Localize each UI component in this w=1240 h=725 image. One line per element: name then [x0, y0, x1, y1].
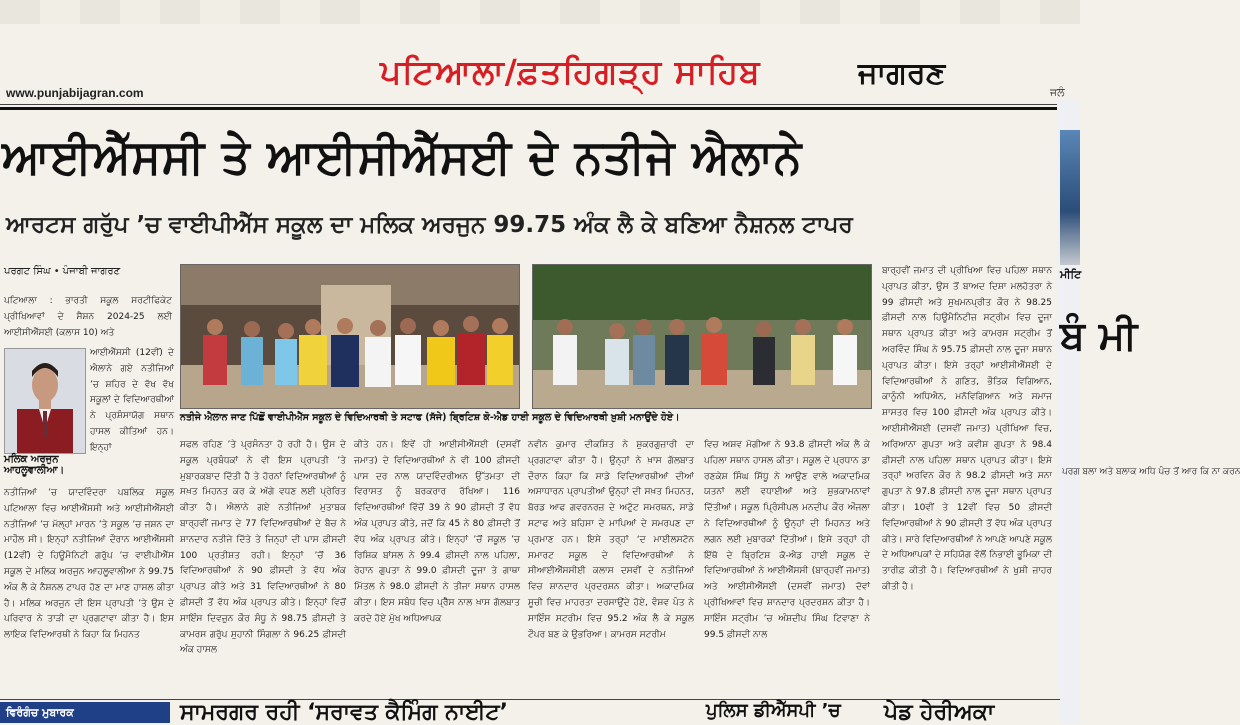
- adjacent-body: ਪਰਗ ਬਲਾ ਅਤੇ ਬਲਾਕ ਅਧਿ ਪੰਚ ਤੋਂ ਆਰ ਕਿ ਨਾ ਕਰਨ: [1062, 467, 1240, 477]
- adjacent-page-photo: [1060, 130, 1080, 265]
- main-headline: ਆਈਐੱਸਸੀ ਤੇ ਆਈਸੀਐੱਸਈ ਦੇ ਨਤੀਜੇ ਐਲਾਨੇ: [2, 130, 803, 186]
- top-strip: [0, 0, 1080, 24]
- date-fragment: ਜਲੰ: [1050, 86, 1065, 99]
- edition-title: ਪਟਿਆਲਾ/ਫ਼ਤਹਿਗੜ੍ਹ ਸਾਹਿਬ: [380, 52, 761, 91]
- masthead-rule: [0, 104, 1060, 105]
- section-badge: ਵਿਰੰਗੰਚ ਮੁਬਾਰਕ: [0, 702, 170, 723]
- sub-headline: ਆਰਟਸ ਗਰੁੱਪ ’ਚ ਵਾਈਪੀਐੱਸ ਸਕੂਲ ਦਾ ਮਲਿਕ ਅਰਜੁਨ 99.75 ਅੰਕ ਲੈ ਕੇ ਬਣਿਆ ਨੈਸ਼ਨਲ ਟਾਪਰ: [6, 212, 853, 238]
- teaser-headline-1: ਸਾਮਰਗਰ ਰਹੀ ‘ਸਰਾਵਤ ਕੈਮਿੰਗ ਨਾਈਟ’: [180, 700, 509, 725]
- column-5: ਵਿਚ ਅਸ਼ਵ ਮੋਗੀਆ ਨੇ 93.8 ਫ਼ੀਸਦੀ ਅੰਕ ਲੈ ਕੇ ਪਹਿਲਾ ਸਥਾਨ ਹਾਸਲ ਕੀਤਾ। ਸਕੂਲ ਦੇ ਪ੍ਰਧਾਨ ਡਾ ਰਣਕੇਸ਼ ਸਿੰਘ ਸਿੱਧੂ ਨੇ ਆਉਣ ਵਾਲੇ ਅਕਾਦਮਿਕ ਯਤਨਾਂ ਲਈ ਵਧਾਈਆਂ ਅਤੇ ਸ਼ੁਭਕਾਮਨਾਵਾਂ ਦਿੱਤੀਆਂ। ਸਕੂਲ ਪ੍ਰਿੰਸੀਪਲ ਮਨਦੀਪ ਕੌਰ ਔਜਲਾ ਨੇ ਵਿਦਿਆਰਥੀਆਂ ਨੂੰ ਉਨ੍ਹਾਂ ਦੀ ਮਿਹਨਤ ਅਤੇ ਲਗਨ ਲਈ ਮੁਬਾਰਕਾਂ ਦਿੱਤੀਆਂ। ਇਸੇ ਤਰ੍ਹਾਂ ਹੀ ਇੱਥੋ ਦੇ ਬ੍ਰਿਟਿਸ਼ ਕੋ-ਐਡ ਹਾਈ ਸਕੂਲ ਦੇ ਵਿਦਿਆਰਥੀਆਂ ਨੇ ਆਈਐੱਸਸੀ (ਬਾਰ੍ਹਵੀਂ ਜਮਾਤ) ਅਤੇ ਆਈਸੀਐੱਸਈ (ਦਸਵੀਂ ਜਮਾਤ) ਦੋਵਾਂ ਪ੍ਰੀਖਿਆਵਾਂ ਵਿਚ ਸ਼ਾਨਦਾਰ ਪ੍ਰਦਰਸ਼ਨ ਕੀਤਾ ਹੈ। ਸਾਇੰਸ ਸਟ੍ਰੀਮ ’ਚ ਅੰਸ਼ਦੀਪ ਸਿੰਘ ਟਿਵਾਣਾ ਨੇ 99.5 ਫ਼ੀਸਦੀ ਨਾਲ: [704, 440, 870, 640]
- portrait-image: [5, 349, 85, 453]
- portrait-caption: ਮਲਿਕ ਅਰਜੁਨ ਆਹਲੂਵਾਲੀਆ।: [4, 454, 65, 476]
- site-url: www.punjabijagran.com: [6, 86, 144, 100]
- portrait-photo: [4, 348, 86, 454]
- column-1-intro: ਪਟਿਆਲਾ : ਭਾਰਤੀ ਸਕੂਲ ਸਰਟੀਫਿਕੇਟ ਪ੍ਰੀਖਿਆਵਾਂ ਦੇ ਸੈਸ਼ਨ 2024-25 ਲਈ ਆਈਸੀਐੱਸਈ (ਕਲਾਸ 10) ਅਤੇ: [4, 296, 172, 338]
- photo-caption: ਨਤੀਜੇ ਐਲਾਨ ਜਾਣ ਪਿੱਛੋਂ ਵਾਈਪੀਐੱਸ ਸਕੂਲ ਦੇ ਵਿਦਿਆਰਥੀ ਤੇ ਸਟਾਫ (ਸੱਜੇ) ਬ੍ਰਿਟਿਸ਼ ਕੋ-ਐਡ ਹਾਈ ਸਕੂਲ ਦੇ ਵਿਦਿਆਰਥੀ ਖ਼ੁਸ਼ੀ ਮਨਾਉਂਦੇ ਹੋਏ।: [180, 412, 680, 423]
- adjacent-snippet: ਮੀਟਿ: [1060, 268, 1082, 281]
- column-1-body: ਨਤੀਜਿਆਂ ’ਚ ਯਾਦਵਿੰਦਰਾ ਪਬਲਿਕ ਸਕੂਲ ਪਟਿਆਲਾ ਵਿਚ ਆਈਐੱਸਸੀ ਅਤੇ ਆਈਸੀਐੱਸਈ ਨਤੀਜਿਆਂ ’ਚ ਮੱਲ੍ਹਾਂ ਮਾਰਨ ’ਤੇ ਸਕੂਲ ’ਚ ਜਸ਼ਨ ਦਾ ਮਾਹੌਲ ਸੀ। ਇਨ੍ਹਾਂ ਨਤੀਜਿਆਂ ਦੌਰਾਨ ਆਈਐੱਸਸੀ (12ਵੀਂ) ਦੇ ਹਿਊਮੈਨਿਟੀ ਗਰੁੱਪ ’ਚ ਵਾਈਪੀਐੱਸ ਸਕੂਲ ਦੇ ਮਲਿਕ ਅਰਜੁਨ ਆਹਲੂਵਾਲੀਆ ਨੇ 99.75 ਅੰਕ ਲੈ ਕੇ ਨੈਸ਼ਨਲ ਟਾਪਰ ਹੋਣ ਦਾ ਮਾਣ ਹਾਸਲ ਕੀਤਾ ਹੈ। ਮਲਿਕ ਅਰਜੁਨ ਦੀ ਇਸ ਪ੍ਰਾਪਤੀ ’ਤੇ ਉਸ ਦੇ ਪਰਿਵਾਰ ਨੇ ਤਾੜੀ ਦਾ ਪ੍ਰਗਟਾਵਾ ਕੀਤਾ ਹੈ। ਇਸ ਲਾਇਕ ਵਿਦਿਆਰਥੀ ਨੇ ਕਿਹਾ ਕਿ ਮਿਹਨਤ: [4, 488, 174, 641]
- photo-yps-image: [181, 265, 519, 408]
- byline: ਪਰਗਟ ਸਿੰਘ • ਪੰਜਾਬੀ ਜਾਗਰਣ: [4, 266, 121, 277]
- column-2: ਸਫਲ ਰਹਿਣ ’ਤੇ ਪ੍ਰਸੰਨਤਾ ਹੋ ਰਹੀ ਹੈ। ਉਸ ਦੇ ਸਕੂਲ ਪ੍ਰਬੰਧਕਾਂ ਨੇ ਵੀ ਇਸ ਪ੍ਰਾਪਤੀ ’ਤੇ ਮੁਬਾਰਕਬਾਦ ਦਿੱਤੀ ਹੈ ਤੇ ਹੋਰਨਾਂ ਵਿਦਿਆਰਥੀਆਂ ਨੂੰ ਸਖ਼ਤ ਮਿਹਨਤ ਕਰ ਕੇ ਅੱਗੇ ਵਧਣ ਲਈ ਪ੍ਰੇਰਿਤ ਕੀਤਾ ਹੈ। ਐਲਾਨੇ ਗਏ ਨਤੀਜਿਆਂ ਮੁਤਾਬਕ ਬਾਰ੍ਹਵੀਂ ਜਮਾਤ ਦੇ 77 ਵਿਦਿਆਰਥੀਆਂ ਦੇ ਬੈਚ ਨੇ ਸ਼ਾਨਦਾਰ ਨਤੀਜੇ ਦਿੱਤੇ ਤੇ ਜਿਨ੍ਹਾਂ ਦੀ ਪਾਸ ਫ਼ੀਸਦੀ 100 ਪ੍ਰਤੀਸ਼ਤ ਰਹੀ। ਇਨ੍ਹਾਂ ’ਚੋਂ 36 ਵਿਦਿਆਰਥੀਆਂ ਨੇ 90 ਫ਼ੀਸਦੀ ਤੇ ਵੱਧ ਅੰਕ ਪ੍ਰਾਪਤ ਕੀਤੇ ਅਤੇ 31 ਵਿਦਿਆਰਥੀਆਂ ਨੇ 80 ਫ਼ੀਸਦੀ ਤੋਂ ਵੱਧ ਅੰਕ ਪ੍ਰਾਪਤ ਕੀਤੇ। ਇਨ੍ਹਾਂ ਵਿਚੋਂ ਸਾਇੰਸ ਦਿਵਜ਼ੁਨ ਕੌਰ ਸੰਧੂ ਨੇ 98.75 ਫ਼ੀਸਦੀ ਤੇ ਕਾਮਰਸ ਗਰੁੱਪ ਸੁਹਾਨੀ ਸਿੰਗਲਾ ਨੇ 96.25 ਫ਼ੀਸਦੀ ਅੰਕ ਹਾਸਲ: [180, 440, 346, 656]
- column-3: ਕੀਤੇ ਹਨ। ਇਵੇਂ ਹੀ ਆਈਸੀਐੱਸਈ (ਦਸਵੀਂ ਜਮਾਤ) ਦੇ ਵਿਦਿਆਰਥੀਆਂ ਨੇ ਵੀ 100 ਫ਼ੀਸਦੀ ਪਾਸ ਦਰ ਨਾਲ ਯਾਦਵਿੰਦਰੀਅਨ ਉੱਤਮਤਾ ਦੀ ਵਿਰਾਸਤ ਨੂੰ ਬਰਕਰਾਰ ਰੱਖਿਆ। 116 ਵਿਦਿਆਰਥੀਆਂ ਵਿੱਚੋਂ 39 ਨੇ 90 ਫ਼ੀਸਦੀ ਤੋਂ ਵੱਧ ਅੰਕ ਪ੍ਰਾਪਤ ਕੀਤੇ, ਜਦੋਂ ਕਿ 45 ਨੇ 80 ਫ਼ੀਸਦੀ ਤੋਂ ਵੱਧ ਅੰਕ ਪ੍ਰਾਪਤ ਕੀਤੇ। ਇਨ੍ਹਾਂ ’ਚੋਂ ਸਕੂਲ ’ਚ ਰਿਸ਼ਿਕ ਬਾਂਸਲ ਨੇ 99.4 ਫ਼ੀਸਦੀ ਨਾਲ ਪਹਿਲਾ, ਰੇਹਾਨ ਗੁਪਤਾ ਨੇ 99.0 ਫ਼ੀਸਦੀ ਦੂਜਾ ਤੇ ਗਾਥਾ ਮਿੱਤਲ ਨੇ 98.0 ਫ਼ੀਸਦੀ ਨੇ ਤੀਜਾ ਸਥਾਨ ਹਾਸਲ ਕੀਤਾ। ਇਸ ਸਬੰਧ ਵਿਚ ਪ੍ਰੈੱਸ ਨਾਲ ਖ਼ਾਸ ਗੱਲਬਾਤ ਕਰਦੇ ਹੋਏ ਮੁੱਖ ਅਧਿਆਪਕ: [354, 440, 520, 624]
- adjacent-headline: ਬੰ ਮੀ: [1060, 313, 1138, 359]
- masthead-rule-thick: [0, 107, 1060, 110]
- teaser-headline-3: ਪੇਡ ਹੇਰੀਅਕਾ: [884, 700, 995, 725]
- photo-british-image: [533, 265, 871, 408]
- teaser-headline-2: ਪੁਲਿਸ ਡੀਐੱਸਪੀ ’ਚ: [706, 700, 841, 721]
- column-4: ਨਵੀਨ ਕੁਮਾਰ ਦੀਕਸ਼ਿਤ ਨੇ ਸ਼ੁਕਰਗੁਜ਼ਾਰੀ ਦਾ ਪ੍ਰਗਟਾਵਾ ਕੀਤਾ ਹੈ। ਉਨ੍ਹਾਂ ਨੇ ਖ਼ਾਸ ਗੱਲਬਾਤ ਦੌਰਾਨ ਕਿਹਾ ਕਿ ਸਾਡੇ ਵਿਦਿਆਰਥੀਆਂ ਦੀਆਂ ਅਸਾਧਾਰਨ ਪ੍ਰਾਪਤੀਆਂ ਉਨ੍ਹਾਂ ਦੀ ਸਖ਼ਤ ਮਿਹਨਤ, ਬੋਰਡ ਆਫ ਗਵਰਨਰਜ਼ ਦੇ ਅਟੁੱਟ ਸਮਰਥਨ, ਸਾਡੇ ਸਟਾਫ ਅਤੇ ਬਹਿਸਾ ਦੇ ਮਾਪਿਆਂ ਦੇ ਸਮਰਪਣ ਦਾ ਪ੍ਰਮਾਣ ਹਨ। ਇਸੇ ਤਰ੍ਹਾਂ ‘ਦ ਮਾਈਲਸਟੋਨ ਸਮਾਰਟ ਸਕੂਲ ਦੇ ਵਿਦਿਆਰਥੀਆਂ ਨੇ ਸੀਆਈਐੱਸਸੀਈ ਕਲਾਸ ਦਸਵੀਂ ਦੇ ਨਤੀਜਿਆਂ ਵਿਚ ਸ਼ਾਨਦਾਰ ਪ੍ਰਦਰਸ਼ਨ ਕੀਤਾ। ਅਕਾਦਮਿਕ ਸੂਚੀ ਵਿਚ ਮਾਹਰਤਾ ਦਰਸਾਉਂਦੇ ਹੋਏ, ਵੰਸ਼ਵ ਪੰਤ ਨੇ ਸਾਇੰਸ ਸਟਰੀਮ ਵਿਚ 95.2 ਅੰਕ ਲੈ ਕੇ ਸਕੂਲ ਟੌਪਰ ਬਣ ਕੇ ਉਭਰਿਆ। ਕਾਮਰਸ ਸਟਰੀਮ: [528, 440, 694, 640]
- photo-british-co-ed: [532, 264, 872, 409]
- column-1-beside-photo: ਆਈਐੱਸਸੀ (12ਵੀਂ) ਦੇ ਐਲਾਨੇ ਗਏ ਨਤੀਜਿਆਂ ’ਚ ਸ਼ਹਿਰ ਦੇ ਵੱਖ ਵੱਖ ਸਕੂਲਾਂ ਦੇ ਵਿਦਿਆਰਥੀਆਂ ਨੇ ਪ੍ਰਸ਼ੰਸਾਯੋਗ ਸਥਾਨ ਹਾਸਲ ਕੀਤਿਆਂ ਹਨ। ਇਨ੍ਹਾਂ: [90, 348, 174, 453]
- column-6: ਬਾਰ੍ਹਵੀਂ ਜਮਾਤ ਦੀ ਪ੍ਰੀਖਿਆ ਵਿਚ ਪਹਿਲਾ ਸਥਾਨ ਪ੍ਰਾਪਤ ਕੀਤਾ, ਉਸ ਤੋਂ ਬਾਅਦ ਦਿਸ਼ਾ ਮਲਹੋਤਰਾ ਨੇ 99 ਫ਼ੀਸਦੀ ਅਤੇ ਸੁਖਮਨਪ੍ਰੀਤ ਕੌਰ ਨੇ 98.25 ਫ਼ੀਸਦੀ ਨਾਲ ਹਿਊਮੈਨਿਟੀਜ਼ ਸਟ੍ਰੀਮ ਵਿਚ ਦੂਜਾ ਸਥਾਨ ਪ੍ਰਾਪਤ ਕੀਤਾ ਅਤੇ ਕਾਮਰਸ ਸਟ੍ਰੀਮ ਤੋਂ ਅਰਵਿੰਦ ਸਿੰਘ ਨੇ 95.75 ਫ਼ੀਸਦੀ ਨਾਲ ਦੂਜਾ ਸਥਾਨ ਪ੍ਰਾਪਤ ਕੀਤਾ। ਇਸੇ ਤਰ੍ਹਾਂ ਆਈਸੀਐੱਸਈ ਦੇ ਵਿਦਿਆਰਥੀਆਂ ਨੇ ਗਣਿਤ, ਭੌਤਿਕ ਵਿਗਿਆਨ, ਕਾਨੂੰਨੀ ਅਧਿਐਨ, ਮਨੋਵਿਗਿਆਨ ਅਤੇ ਸਮਾਜ ਸ਼ਾਸਤਰ ਵਿਚ 100 ਫ਼ੀਸਦੀ ਅੰਕ ਪ੍ਰਾਪਤ ਕੀਤੇ। ਆਈਸੀਐੱਸਈ (ਦਸਵੀਂ ਜਮਾਤ) ਪ੍ਰੀਖਿਆ ਵਿਚ, ਅਰਿਆਨਾ ਗੁਪਤਾ ਅਤੇ ਕਵੀਸ਼ ਗੁਪਤਾ ਨੇ 98.4 ਫ਼ੀਸਦੀ ਨਾਲ ਪਹਿਲਾ ਸਥਾਨ ਪ੍ਰਾਪਤ ਕੀਤਾ। ਇਸੇ ਤਰ੍ਹਾਂ ਅਰਵਿਨ ਕੌਰ ਨੇ 98.2 ਫ਼ੀਸਦੀ ਅਤੇ ਸਨਾ ਗੁਪਤਾ ਨੇ 97.8 ਫ਼ੀਸਦੀ ਨਾਲ ਦੂਜਾ ਸਥਾਨ ਪ੍ਰਾਪਤ ਕੀਤਾ। 10ਵੀਂ ਤੇ 12ਵੀਂ ਵਿਚ 50 ਫ਼ੀਸਦੀ ਵਿਦਿਆਰਥੀਆਂ ਨੇ 90 ਫ਼ੀਸਦੀ ਤੋਂ ਵੱਧ ਅੰਕ ਪ੍ਰਾਪਤ ਕੀਤੇ। ਸਾਰੇ ਵਿਦਿਆਰਥੀਆਂ ਨੇ ਆਪਣੇ ਆਪਣੇ ਸਕੂਲ ਦੇ ਅਧਿਆਪਕਾਂ ਦੇ ਸਹਿਯੋਗ ਵੱਲੋਂ ਨਿਭਾਈ ਭੂਮਿਕਾ ਦੀ ਤਾਰੀਫ਼ ਕੀਤੀ ਹੈ। ਵਿਦਿਆਰਥੀਆਂ ਨੇ ਖੁਸ਼ੀ ਜ਼ਾਹਰ ਕੀਤੀ ਹੈ।: [882, 266, 1052, 592]
- photo-yps-staff: [180, 264, 520, 409]
- brand-title: ਜਾਗਰਣ: [858, 56, 946, 91]
